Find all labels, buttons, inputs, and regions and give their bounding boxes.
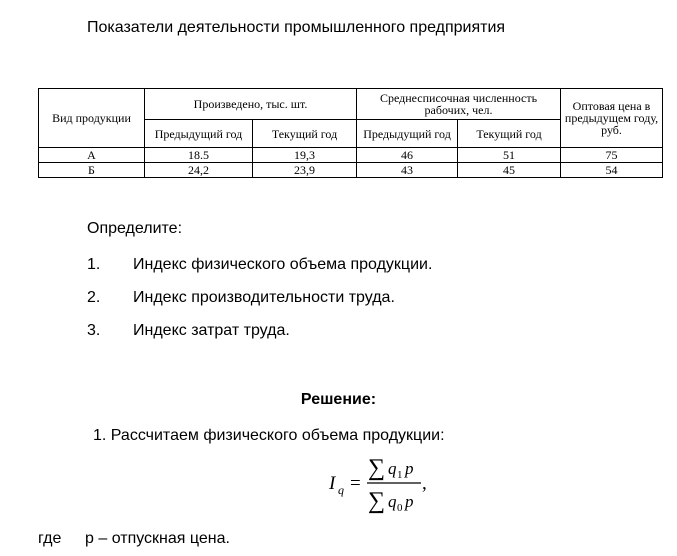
table-row xyxy=(39,148,663,163)
prompt-text: Определите: xyxy=(87,220,183,237)
index-formula xyxy=(325,452,445,514)
table-cell: 45 xyxy=(458,163,561,178)
header-product: Вид продукции xyxy=(39,89,145,148)
table-cell: Б xyxy=(39,163,145,178)
sum-icon: ∑ xyxy=(368,455,386,481)
header-produced: Произведено, тыс. шт. xyxy=(145,89,357,120)
formula-eq: = xyxy=(350,473,361,494)
task-text: Индекс производительности труда. xyxy=(133,289,395,306)
table-cell: 23,9 xyxy=(253,163,357,178)
table-row xyxy=(39,163,663,178)
subheader-curr-year: Текущий год xyxy=(253,120,357,148)
denominator-sub: 0 xyxy=(397,502,403,514)
where-line xyxy=(38,530,230,548)
page-title: Показатели деятельности промышленного предприятия xyxy=(87,19,506,36)
where-text: p – отпускная цена. xyxy=(85,530,230,547)
sum-icon: ∑ xyxy=(368,488,386,514)
task-item xyxy=(87,256,432,274)
task-item xyxy=(87,289,395,307)
numerator-q: q xyxy=(388,459,397,478)
solution-step: 1. Рассчитаем физического объема продукции: xyxy=(93,427,445,444)
table-cell: А xyxy=(39,148,145,163)
data-table xyxy=(38,88,663,178)
numerator-p: p xyxy=(405,459,414,478)
task-number: 3. xyxy=(87,322,101,339)
header-workers: Среднесписочная численность рабочих, чел. xyxy=(357,89,561,120)
table-cell: 43 xyxy=(357,163,458,178)
table-cell: 19,3 xyxy=(253,148,357,163)
table-cell: 75 xyxy=(561,148,663,163)
subheader-curr-year: Текущий год xyxy=(458,120,561,148)
task-number: 1. xyxy=(87,256,101,273)
table-header-row xyxy=(39,89,663,120)
solution-heading: Решение: xyxy=(300,391,377,408)
numerator-sub: 1 xyxy=(397,469,403,481)
table-cell: 24,2 xyxy=(145,163,253,178)
table-cell: 18.5 xyxy=(145,148,253,163)
task-item xyxy=(87,322,290,340)
task-text: Индекс затрат труда. xyxy=(133,322,290,339)
formula-comma: , xyxy=(422,473,427,494)
task-number: 2. xyxy=(87,289,101,306)
task-text: Индекс физического объема продукции. xyxy=(133,256,433,273)
subheader-prev-year: Предыдущий год xyxy=(145,120,253,148)
denominator-p: p xyxy=(405,492,414,511)
table-cell: 46 xyxy=(357,148,458,163)
header-price: Оптовая цена в предыдущем году, руб. xyxy=(561,89,663,148)
formula-lhs: I xyxy=(329,473,336,494)
table-cell: 54 xyxy=(561,163,663,178)
table-cell: 51 xyxy=(458,148,561,163)
formula-lhs-sub: q xyxy=(338,483,344,497)
subheader-prev-year: Предыдущий год xyxy=(357,120,458,148)
where-word: где xyxy=(38,530,62,547)
denominator-q: q xyxy=(388,492,397,511)
